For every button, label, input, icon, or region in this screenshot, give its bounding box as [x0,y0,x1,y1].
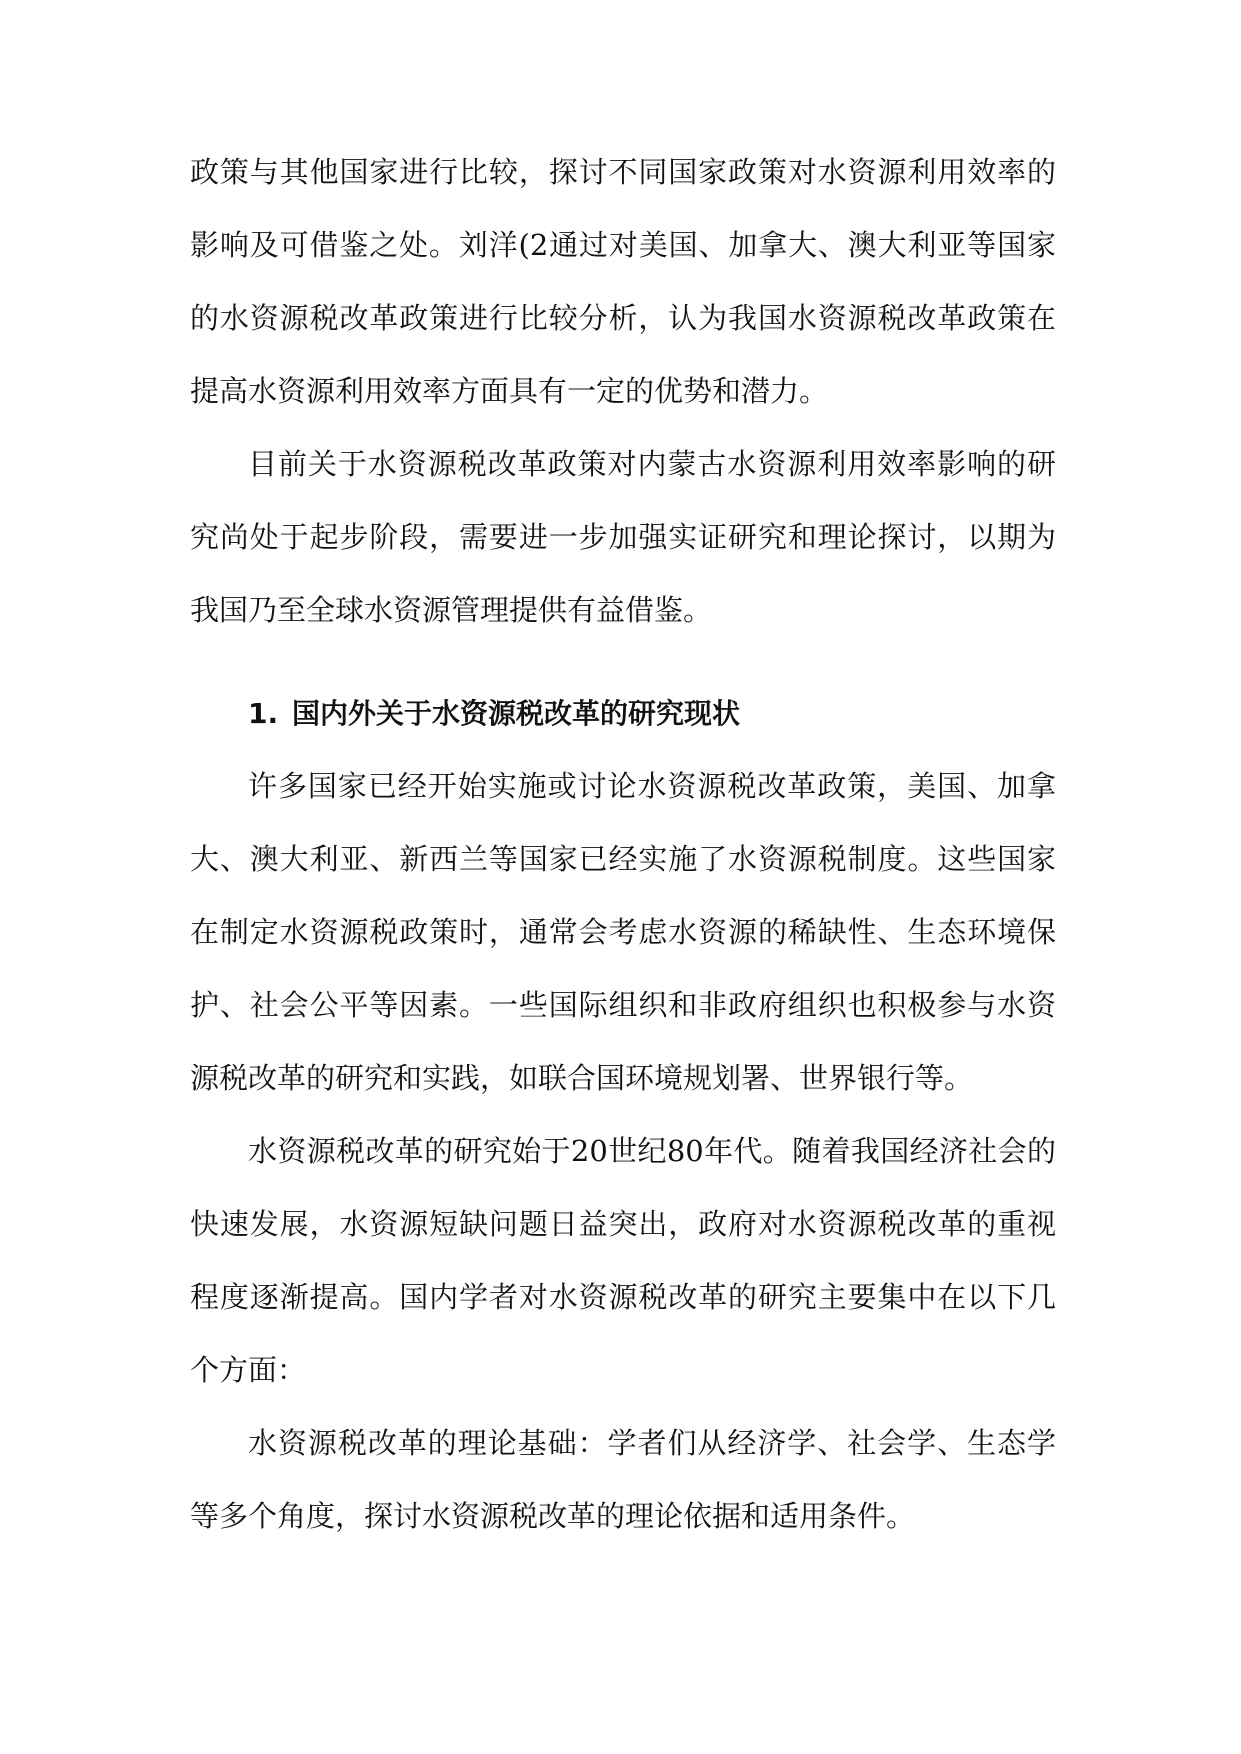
paragraph-comparison-policy: 政策与其他国家进行比较，探讨不同国家政策对水资源利用效率的影响及可借鉴之处。刘洋(2通过对美国、加拿大、澳大利亚等国家的水资源税改革政策进行比较分析，认为我国水资源税改革政策在提高水资源利用效率方面具有一定的优势和潜力。 [190,155,1056,408]
document-body [190,136,1056,1553]
section-number: 1. [248,697,279,730]
paragraph-theoretical-basis: 水资源税改革的理论基础：学者们从经济学、社会学、生态学等多个角度，探讨水资源税改革的理论依据和适用条件。 [190,1426,1056,1533]
section-title: 国内外关于水资源税改革的研究现状 [292,697,741,730]
paragraph-research-status-summary: 目前关于水资源税改革政策对内蒙古水资源利用效率影响的研究尚处于起步阶段，需要进一步加强实证研究和理论探讨，以期为我国乃至全球水资源管理提供有益借鉴。 [190,447,1056,627]
paragraph-domestic-research: 水资源税改革的研究始于20世纪80年代。随着我国经济社会的快速发展，水资源短缺问题日益突出，政府对水资源税改革的重视程度逐渐提高。国内学者对水资源税改革的研究主要集中在以下几个方面： [190,1134,1056,1387]
paragraph-international-practice: 许多国家已经开始实施或讨论水资源税改革政策，美国、加拿大、澳大利亚、新西兰等国家已经实施了水资源税制度。这些国家在制定水资源税政策时，通常会考虑水资源的稀缺性、生态环境保护、社会公平等因素。一些国际组织和非政府组织也积极参与水资源税改革的研究和实践，如联合国环境规划署、世界银行等。 [190,769,1056,1095]
section-heading [190,677,1056,750]
